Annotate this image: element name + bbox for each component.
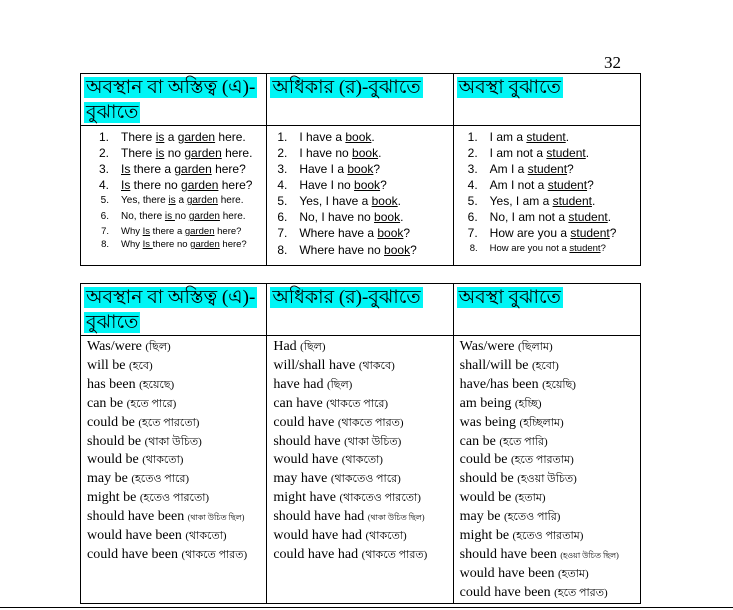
sentence-text xyxy=(299,193,401,209)
example-sentence xyxy=(458,209,640,225)
underlined-word: book xyxy=(374,210,401,224)
verb-form xyxy=(273,376,446,395)
example-sentence xyxy=(89,238,266,251)
underlined-word: garden xyxy=(186,195,218,206)
example-sentence xyxy=(89,161,266,177)
underlined-word: Is xyxy=(121,178,131,192)
bengali-meaning: (থাকতো) xyxy=(341,454,383,467)
underlined-word: Is xyxy=(142,226,151,237)
english-form: should have had xyxy=(273,509,368,525)
english-form: can be xyxy=(87,395,127,411)
bengali-meaning: (থাকতো) xyxy=(142,454,184,467)
english-form: can be xyxy=(459,433,500,449)
english-form: may have xyxy=(273,471,331,487)
underlined-word: book xyxy=(377,226,404,240)
example-sentence xyxy=(458,145,640,161)
bengali-meaning: (থাকতে পারত) xyxy=(337,416,404,429)
underlined-word: student xyxy=(547,178,588,192)
example-sentence xyxy=(267,145,452,161)
example-sentence xyxy=(89,225,266,238)
existence-examples xyxy=(81,129,266,251)
item-number: 8. xyxy=(469,243,478,254)
verb-form xyxy=(87,451,260,470)
sentence-text xyxy=(121,209,246,225)
text: there a xyxy=(130,162,175,176)
underlined-word: Is xyxy=(121,162,131,176)
english-form: would have had xyxy=(273,528,366,544)
english-form: might be xyxy=(87,490,140,506)
example-sentence xyxy=(267,193,452,209)
bengali-meaning: (হতেও পারতো) xyxy=(139,492,210,505)
verb-form xyxy=(273,338,446,357)
text: . xyxy=(397,194,401,208)
bengali-meaning: (থাকতে পারত) xyxy=(361,548,428,561)
bengali-meaning: (থাকতে পারত) xyxy=(181,548,248,561)
sentence-text xyxy=(299,177,386,193)
text: a xyxy=(175,195,187,206)
text: . xyxy=(400,210,404,224)
verb-form xyxy=(273,395,446,414)
item-number: 6. xyxy=(467,210,478,224)
item-number: 5. xyxy=(467,194,478,208)
underlined-word: book xyxy=(345,130,372,144)
text: ? xyxy=(373,162,381,176)
underlined-word: garden xyxy=(190,239,220,250)
item-number: 1. xyxy=(98,130,109,144)
bengali-meaning: (থাকতো) xyxy=(365,530,407,543)
example-sentence xyxy=(267,209,452,225)
bengali-meaning: (থাকবে) xyxy=(358,359,395,372)
text: there no xyxy=(152,239,191,250)
text: . xyxy=(585,146,590,160)
bengali-meaning: (হয়েছে) xyxy=(139,378,175,391)
example-sentence xyxy=(458,225,640,241)
text: Why xyxy=(121,239,143,250)
verb-form xyxy=(460,527,634,546)
underlined-word: garden xyxy=(181,178,219,192)
example-sentence xyxy=(267,177,452,193)
english-form: could be xyxy=(459,452,511,468)
underlined-word: garden xyxy=(177,130,216,144)
sentence-text xyxy=(299,129,374,145)
bengali-meaning: (থাকা উচিত ছিল) xyxy=(367,513,425,523)
text: here? xyxy=(214,226,242,237)
verb-form xyxy=(460,414,634,433)
text: There xyxy=(121,146,156,160)
example-sentence xyxy=(267,161,452,177)
text: here. xyxy=(219,211,246,222)
english-form: may be xyxy=(459,509,504,525)
english-form: would have been xyxy=(87,528,186,544)
verb-form xyxy=(460,546,634,565)
text: here. xyxy=(215,130,246,144)
item-number: 5. xyxy=(100,195,109,206)
example-sentence xyxy=(458,177,640,193)
bengali-meaning: (থাকতো) xyxy=(185,530,227,543)
item-number: 2. xyxy=(98,146,109,160)
text: . xyxy=(378,146,382,160)
sentence-text xyxy=(299,242,416,259)
verb-form xyxy=(460,489,634,508)
underlined-word: student xyxy=(569,243,601,254)
underlined-word: book xyxy=(347,162,374,176)
header-existence: অবস্থান বা অস্তিত্ব (এ)-বুঝাতে xyxy=(86,287,256,333)
header-possession: অধিকার (র)-বুঝাতে xyxy=(272,287,421,308)
text: I have a xyxy=(299,130,346,144)
text: Yes, there xyxy=(121,195,169,206)
underlined-word: is xyxy=(168,195,176,206)
item-number: 2. xyxy=(467,146,478,160)
verb-form xyxy=(460,357,634,376)
bengali-meaning: (হচ্ছিলাম) xyxy=(519,416,564,429)
text: . xyxy=(607,210,612,224)
english-form: would have been xyxy=(459,565,559,581)
sentence-text xyxy=(299,161,380,177)
text: I am a xyxy=(489,130,527,144)
header-row xyxy=(81,74,641,126)
verb-form xyxy=(273,433,446,452)
text: Yes, I have a xyxy=(299,194,372,208)
verb-form xyxy=(87,338,260,357)
text: ? xyxy=(567,162,574,176)
sentence-text xyxy=(299,145,381,161)
text: How are you not a xyxy=(489,243,570,254)
example-sentence xyxy=(89,193,266,209)
example-sentence xyxy=(458,241,640,257)
item-number: 3. xyxy=(467,162,478,176)
bengali-meaning: (হবো) xyxy=(531,359,559,372)
english-form: have/has been xyxy=(459,376,543,392)
item-number: 2. xyxy=(277,146,288,160)
text: ? xyxy=(380,178,387,192)
text: ? xyxy=(609,226,617,240)
bengali-meaning: (থাকা উচিত) xyxy=(344,435,402,448)
item-number: 6. xyxy=(277,210,288,224)
header-possession: অধিকার (র)-বুঝাতে xyxy=(272,77,421,98)
sentence-text xyxy=(490,241,606,257)
bengali-meaning: (হতেও পারি) xyxy=(503,511,561,524)
verb-form xyxy=(273,414,446,433)
english-form: have had xyxy=(273,376,327,392)
page-bottom-rule xyxy=(0,607,733,608)
english-form: will be xyxy=(87,357,129,373)
english-form: might have xyxy=(273,490,340,506)
english-form: would be xyxy=(459,490,515,506)
english-form: should have been xyxy=(459,546,561,562)
verb-form xyxy=(460,433,634,452)
english-form: would be xyxy=(87,452,143,468)
example-sentence xyxy=(458,161,640,177)
english-form: am being xyxy=(459,395,515,411)
bengali-meaning: (হতে পারত) xyxy=(554,586,608,599)
verb-form xyxy=(460,584,634,603)
bengali-meaning: (হতে পারি) xyxy=(499,435,548,448)
verb-form xyxy=(273,451,446,470)
sentence-text xyxy=(121,129,246,145)
english-form: could have had xyxy=(273,546,362,562)
underlined-word: student xyxy=(527,162,568,176)
bengali-meaning: (থাকতেও পারতো) xyxy=(339,492,421,505)
english-form: should have xyxy=(273,433,345,449)
verb-form xyxy=(87,395,260,414)
bengali-meaning: (হয়েছি) xyxy=(542,378,576,391)
bengali-meaning: (থাকা উচিত) xyxy=(144,435,202,448)
underlined-word: is xyxy=(155,130,165,144)
underlined-word: book xyxy=(384,243,411,257)
verb-form xyxy=(87,527,260,546)
item-number: 3. xyxy=(98,162,109,176)
text: there no xyxy=(130,178,182,192)
header-state: অবস্থা বুঝাতে xyxy=(458,77,561,98)
sentence-text xyxy=(299,209,403,225)
item-number: 7. xyxy=(467,226,478,240)
underlined-word: is xyxy=(155,146,165,160)
underlined-word: book xyxy=(352,146,379,160)
verb-form xyxy=(273,508,446,527)
item-number: 8. xyxy=(101,239,109,250)
item-number: 8. xyxy=(277,243,288,257)
sentence-examples-table xyxy=(80,73,641,266)
verb-form xyxy=(460,451,634,470)
english-form: should be xyxy=(459,471,518,487)
page-number: 32 xyxy=(604,53,621,72)
english-form: would have xyxy=(273,452,342,468)
english-form: shall/will be xyxy=(459,357,532,373)
underlined-word: student xyxy=(568,210,608,224)
underlined-word: is xyxy=(164,211,175,222)
text: No, there xyxy=(121,211,165,222)
english-form: may be xyxy=(87,471,132,487)
bengali-meaning: (থাকতে পারে) xyxy=(326,397,389,410)
text: ? xyxy=(403,226,411,240)
sentence-text xyxy=(121,161,246,177)
underlined-word: garden xyxy=(174,162,212,176)
existence-forms xyxy=(81,336,267,604)
item-number: 5. xyxy=(277,194,288,208)
text: Have I a xyxy=(299,162,348,176)
state-examples xyxy=(454,129,640,257)
english-form: should have been xyxy=(87,509,188,525)
text: a xyxy=(164,130,178,144)
verb-form xyxy=(460,395,634,414)
verb-form xyxy=(460,565,634,584)
bengali-meaning: (হতেও পারতাম) xyxy=(512,530,584,543)
sentence-text xyxy=(490,193,596,209)
sentence-text xyxy=(121,238,247,251)
verb-form xyxy=(273,546,446,565)
examples-row xyxy=(81,126,641,266)
text: there a xyxy=(150,226,185,237)
text: No, I am not a xyxy=(489,210,569,224)
possession-examples xyxy=(267,129,452,259)
english-form: Was/were xyxy=(459,339,519,354)
possession-forms xyxy=(267,336,453,604)
text: I have no xyxy=(299,146,353,160)
item-number: 4. xyxy=(277,178,288,192)
text: . xyxy=(565,130,570,144)
underlined-word: Is xyxy=(142,239,153,250)
english-form: might be xyxy=(459,528,513,544)
text: Am I a xyxy=(489,162,528,176)
text: . xyxy=(591,194,596,208)
header-row xyxy=(81,284,641,336)
sentence-text xyxy=(299,225,410,242)
item-number: 3. xyxy=(277,162,288,176)
example-sentence xyxy=(458,129,640,145)
text: How are you a xyxy=(489,226,571,240)
english-form: could have been xyxy=(459,584,555,600)
verb-form xyxy=(87,489,260,508)
english-form: could have been xyxy=(87,546,182,562)
sentence-text xyxy=(121,193,244,209)
text: here? xyxy=(218,178,253,192)
item-number: 6. xyxy=(100,211,109,222)
bengali-meaning: (হওয়া উচিত) xyxy=(517,473,577,486)
sentence-text xyxy=(121,225,241,238)
text: Am I not a xyxy=(489,178,548,192)
verb-form xyxy=(273,527,446,546)
english-form: should be xyxy=(87,433,145,449)
verb-form xyxy=(273,357,446,376)
verb-form xyxy=(87,376,260,395)
underlined-word: student xyxy=(570,226,610,240)
example-sentence xyxy=(267,242,452,259)
underlined-word: student xyxy=(546,146,586,160)
text: ? xyxy=(410,243,417,257)
text: ? xyxy=(587,178,594,192)
verb-form xyxy=(87,433,260,452)
header-state: অবস্থা বুঝাতে xyxy=(458,287,561,308)
verb-form xyxy=(273,489,446,508)
english-form: Had xyxy=(273,339,301,354)
verb-form xyxy=(273,470,446,489)
english-form: has been xyxy=(87,376,140,392)
item-number: 1. xyxy=(277,130,288,144)
verb-form xyxy=(460,338,634,357)
bengali-meaning: (ছিল) xyxy=(145,341,171,353)
text: ? xyxy=(600,243,606,254)
bengali-meaning: (হচ্ছি) xyxy=(514,397,542,410)
bengali-meaning: (হতেও পারে) xyxy=(131,473,190,486)
bengali-meaning: (থাকা উচিত ছিল) xyxy=(187,513,245,523)
underlined-word: book xyxy=(371,194,398,208)
item-number: 7. xyxy=(101,226,109,237)
sentence-text xyxy=(490,209,611,225)
text: here. xyxy=(217,195,244,206)
bengali-meaning: (হতাম) xyxy=(558,567,589,580)
verb-form xyxy=(87,414,260,433)
example-sentence xyxy=(89,177,266,193)
sentence-text xyxy=(490,161,574,177)
verb-form xyxy=(460,376,634,395)
bengali-meaning: (হতাম) xyxy=(514,492,546,505)
english-form: could have xyxy=(273,414,338,430)
bengali-meaning: (হতে পারতো) xyxy=(138,416,200,429)
text: no xyxy=(174,211,189,222)
sentence-text xyxy=(490,145,589,161)
text: Have I no xyxy=(299,178,355,192)
english-form: can have xyxy=(273,395,327,411)
example-sentence xyxy=(458,193,640,209)
text: I am not a xyxy=(489,146,547,160)
bengali-meaning: (হতে পারতাম) xyxy=(510,454,574,467)
text: There xyxy=(121,130,156,144)
verb-form xyxy=(87,508,260,527)
english-form: Was/were xyxy=(87,339,146,354)
underlined-word: book xyxy=(354,178,381,192)
bengali-meaning: (হতে পারে) xyxy=(126,397,177,410)
bengali-meaning: (হবে) xyxy=(129,359,153,372)
item-number: 7. xyxy=(277,226,288,240)
text: Where have no xyxy=(299,243,385,257)
item-number: 4. xyxy=(467,178,478,192)
verb-form xyxy=(87,470,260,489)
example-sentence xyxy=(89,129,266,145)
verb-form xyxy=(87,546,260,565)
underlined-word: student xyxy=(526,130,566,144)
verb-form xyxy=(87,357,260,376)
text: no xyxy=(164,146,185,160)
bengali-meaning: (ছিল) xyxy=(326,378,353,391)
underlined-word: garden xyxy=(184,226,215,237)
verb-form xyxy=(460,470,634,489)
example-sentence xyxy=(267,129,452,145)
bengali-meaning: (থাকতেও পারে) xyxy=(330,473,401,486)
sentence-text xyxy=(121,145,252,161)
sentence-text xyxy=(121,177,252,193)
text: here? xyxy=(211,162,246,176)
underlined-word: student xyxy=(552,194,592,208)
header-existence: অবস্থান বা অস্তিত্ব (এ)-বুঝাতে xyxy=(86,77,256,123)
verb-forms-row xyxy=(81,336,641,604)
example-sentence xyxy=(89,145,266,161)
bengali-meaning: (ছিলাম) xyxy=(518,341,553,353)
example-sentence xyxy=(267,225,452,242)
underlined-word: garden xyxy=(184,146,222,160)
state-forms xyxy=(453,336,640,604)
english-form: could be xyxy=(87,414,139,430)
item-number: 4. xyxy=(98,178,109,192)
text: here. xyxy=(221,146,253,160)
text: No, I have no xyxy=(299,210,375,224)
english-form: was being xyxy=(459,414,520,430)
bengali-meaning: (হওয়া উচিত ছিল) xyxy=(560,550,619,560)
text: Yes, I am a xyxy=(489,194,553,208)
sentence-text xyxy=(490,225,617,241)
text: Why xyxy=(121,226,143,237)
verb-form xyxy=(460,508,634,527)
sentence-text xyxy=(490,129,569,145)
sentence-text xyxy=(490,177,594,193)
example-sentence xyxy=(89,209,266,225)
english-form: will/shall have xyxy=(273,357,359,373)
verb-forms-table xyxy=(80,283,641,604)
underlined-word: garden xyxy=(188,211,220,222)
text: Where have a xyxy=(299,226,378,240)
text: . xyxy=(371,130,375,144)
bengali-meaning: (ছিল) xyxy=(300,341,326,353)
text: here? xyxy=(219,239,247,250)
item-number: 1. xyxy=(467,130,478,144)
